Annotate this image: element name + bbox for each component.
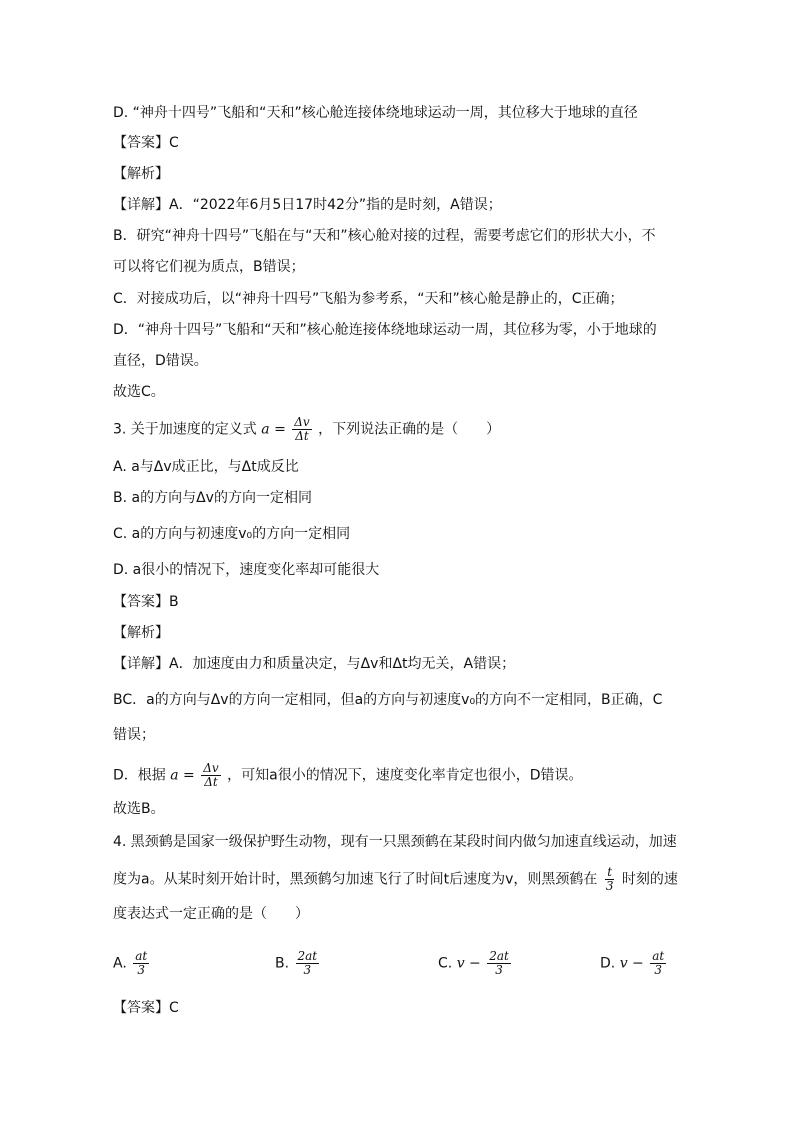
conclusion-q3: 故选B。 (113, 801, 165, 817)
formula-dv-dt-2 (201, 762, 220, 789)
analysis-heading-q2: 【解析】 (113, 166, 169, 182)
formula-a-eq-2: a = (170, 767, 195, 784)
q4-option-den: 3 (495, 963, 503, 977)
q3-option-c: C. a的方向与初速度v₀的方向一定相同 (113, 526, 351, 542)
detail-d-q2-cont: 直径，D错误。 (113, 353, 208, 369)
q4-option-den: 3 (137, 963, 146, 977)
answer-q2: 【答案】C (113, 135, 179, 151)
conclusion-q2: 故选C。 (113, 384, 165, 400)
formula-a-eq: a = (261, 421, 286, 438)
q4-option-num: at (652, 949, 665, 963)
detail-a-q3: 【详解】A．加速度由力和质量决定，与Δv和Δt均无关，A错误； (113, 656, 516, 672)
question-4: 4. 黑颈鹤是国家一级保护野生动物，现有一只黑颈鹤在某段时间内做匀加速直线运动，加速 (113, 834, 677, 850)
q4-option-d (600, 950, 668, 977)
q4-option-prefix: v − (619, 955, 644, 972)
formula-3: 3 (605, 879, 614, 893)
question-4-text-end: 时刻的速 (621, 871, 678, 888)
detail-b-q2: B．研究“神舟十四号”飞船在与“天和”核心舱对接的过程，需要考虑它们的形状大小，不 (113, 228, 656, 244)
analysis-heading-q3: 【解析】 (113, 625, 169, 641)
question-3-text-end: ，下列说法正确的是（ ） (318, 421, 501, 438)
detail-d-q2: D．“神舟十四号”飞船和“天和”核心舱连接体绕地球运动一周，其位移为零，小于地球的 (113, 322, 657, 338)
q4-option-num: 2at (297, 949, 318, 963)
option-d-q2: D. “神舟十四号”飞船和“天和”核心舱连接体绕地球运动一周，其位移大于地球的直径 (113, 105, 638, 121)
formula-denominator-2: Δt (204, 775, 218, 789)
q3-option-d: D. a很小的情况下，速度变化率却可能很大 (113, 562, 380, 578)
q3-option-b: B. a的方向与Δv的方向一定相同 (113, 490, 312, 506)
q4-option-num: 2at (489, 949, 509, 963)
detail-bc-q3: BC．a的方向与Δv的方向一定相同，但a的方向与初速度v₀的方向不一定相同，B正确，C (113, 692, 663, 708)
formula-numerator-2: Δv (203, 761, 219, 775)
detail-b-q2-cont: 可以将它们视为质点，B错误； (113, 259, 305, 275)
q4-option-label: C. (438, 955, 453, 972)
question-3-text: 3. 关于加速度的定义式 (113, 421, 257, 438)
q3-option-a: A. a与Δv成正比，与Δt成反比 (113, 459, 299, 475)
question-4-end: 度表达式一定正确的是（ ） (113, 906, 309, 922)
question-3 (113, 416, 693, 443)
q4-option-fraction (296, 950, 320, 977)
q4-option-prefix: v − (456, 955, 481, 972)
q4-option-b (275, 950, 321, 977)
detail-a-q2: 【详解】A．“2022年6月5日17时42分”指的是时刻，A错误； (113, 197, 502, 213)
answer-q3: 【答案】B (113, 594, 179, 610)
answer-q4: 【答案】C (113, 1000, 179, 1016)
detail-d-q3-text-end: ，可知a很小的情况下，速度变化率肯定也很小，D错误。 (227, 767, 583, 784)
question-4-text: 度为a。从某时刻开始计时，黑颈鹤匀加速飞行了时间t后速度为v，则黑颈鹤在 (113, 871, 598, 888)
q4-option-c (438, 950, 513, 977)
detail-c-q2: C．对接成功后，以“神舟十四号”飞船为参考系，“天和”核心舱是静止的，C正确； (113, 291, 624, 307)
formula-denominator: Δt (295, 429, 309, 443)
q4-options (113, 950, 693, 980)
q4-option-a (113, 950, 151, 977)
q4-option-den: 3 (303, 963, 312, 977)
q4-option-fraction (133, 950, 149, 977)
detail-bc-q3-cont: 错误； (113, 727, 155, 743)
detail-d-q3 (113, 762, 693, 789)
formula-numerator: Δv (294, 415, 310, 429)
q4-option-fraction (650, 950, 666, 977)
q4-option-label: B. (275, 955, 290, 972)
formula-dv-dt (292, 416, 311, 443)
q4-option-label: A. (113, 955, 127, 972)
q4-option-den: 3 (654, 963, 663, 977)
q4-option-fraction (487, 950, 511, 977)
formula-t-over-3 (604, 866, 616, 893)
question-4-cont (113, 866, 693, 893)
formula-t: t (607, 865, 613, 879)
detail-d-q3-text: D．根据 (113, 767, 166, 784)
q4-option-num: at (135, 949, 148, 963)
q4-option-label: D. (600, 955, 616, 972)
